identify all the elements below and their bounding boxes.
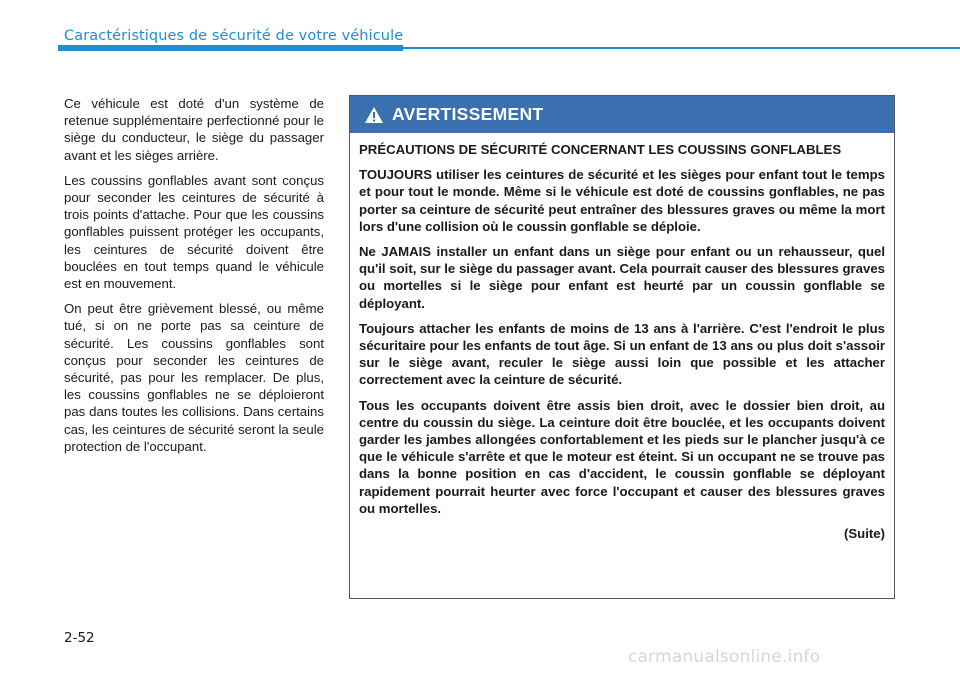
- warning-title: AVERTISSEMENT: [392, 104, 544, 124]
- warning-paragraph: Ne JAMAIS installer un enfant dans un siège pour enfant ou un rehausseur, quel qu'il soit, sur le siège du passager avant. Cela pourrait causer des blessures graves ou mortelles si le siège pour enfant est heurté par un coussin gonflable se déployant.: [359, 244, 885, 311]
- header-title: Caractéristiques de sécurité de votre véhicule: [64, 28, 404, 44]
- page-number: 2-52: [64, 630, 95, 646]
- left-column: [64, 95, 324, 463]
- warning-triangle-icon: [364, 106, 384, 124]
- body-paragraph: Les coussins gonflables avant sont conçus pour seconder les ceintures de sécurité à trois points d'attache. Pour que les coussins gonflables puissent protéger les occupants, les ceintures de sécurité doivent être bouclées en tout temps quand le véhicule est en mouvement.: [64, 172, 324, 292]
- warning-paragraph: Tous les occupants doivent être assis bien droit, avec le dossier bien droit, au centre du coussin du siège. La ceinture doit être bouclée, et les occupants doivent garder les jambes allongées confortablement et les pieds sur le plancher jusqu'à ce que le véhicule s'arrête et que le moteur est éteint. Si un occupant ne se trouve pas dans la bonne position en cas d'accident, le coussin gonflable se déployant rapidement pourrait heurter avec force l'occupant et causer des blessures graves ou mortelles.: [359, 397, 885, 516]
- warning-paragraph: TOUJOURS utiliser les ceintures de sécurité et les sièges pour enfant tout le temps et pour tout le monde. Même si le véhicule est doté de coussins gonflables, ne pas porter sa ceinture de sécurité peut entraîner des blessures graves ou même la mort lors d'une collision où le coussin gonflable se déploie.: [359, 167, 885, 234]
- warning-paragraph: Toujours attacher les enfants de moins de 13 ans à l'arrière. C'est l'endroit le plus sécuritaire pour les enfants de tout âge. Si un enfant de 13 ans ou plus doit s'assoir sur le siège avant, reculer le siège aussi loin que possible et les attacher correctement avec la ceinture de sécurité.: [359, 320, 885, 388]
- watermark: carmanualsonline.info: [628, 647, 821, 667]
- warning-box: [349, 95, 895, 599]
- warning-header: [350, 96, 894, 133]
- continued-label: (Suite): [843, 526, 885, 542]
- header-rule-accent: [58, 45, 403, 51]
- body-paragraph: On peut être grièvement blessé, ou même tué, si on ne porte pas sa ceinture de sécurité. Les coussins gonflables sont conçus pour seconder les ceintures de sécurité, pas pour les remplacer. De plus, les coussins gonflables ne se déploieront pas dans toutes les collisions. Dans certains cas, les ceintures de sécurité seront la seule protection de l'occupant.: [64, 301, 324, 454]
- warning-heading: PRÉCAUTIONS DE SÉCURITÉ CONCERNANT LES COUSSINS GONFLABLES: [359, 142, 842, 157]
- body-paragraph: Ce véhicule est doté d'un système de retenue supplémentaire perfectionné pour le siège du conducteur, le siège du passager avant et les sièges arrière.: [64, 96, 324, 163]
- warning-body: [350, 133, 894, 542]
